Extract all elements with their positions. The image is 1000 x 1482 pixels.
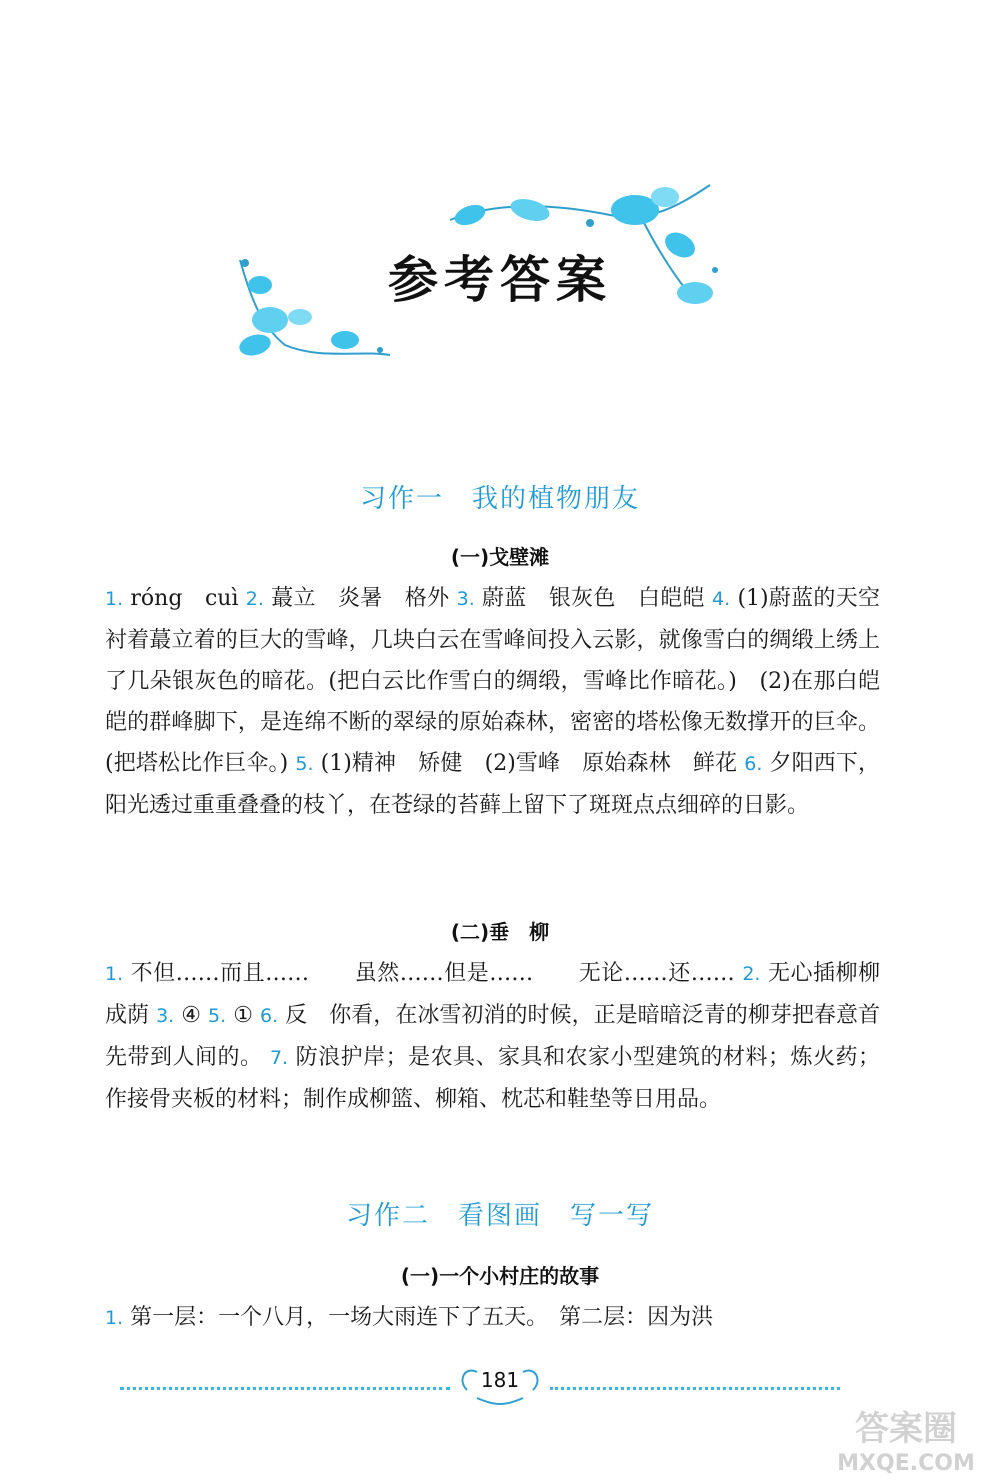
section-title: 习作一 我的植物朋友	[359, 484, 640, 514]
answer-text: 反 你看，在冰雪初消的时候，正是暗暗泛青的柳芽把春意首先带到人间的。	[105, 1003, 880, 1070]
answer-text: 蕞立 炎暑 格外	[263, 586, 457, 611]
answer-paragraph	[105, 1297, 880, 1339]
subsection-title: (一)一个小村庄的故事	[400, 1264, 600, 1288]
svg-text:MXQE.COM: MXQE.COM	[837, 1451, 975, 1476]
answer-paragraph	[105, 953, 880, 1120]
footer-divider	[550, 1387, 840, 1390]
question-number: 2.	[245, 588, 264, 610]
answer-text: (1)蔚蓝的天空衬着蕞立着的巨大的雪峰，几块白云在雪峰间投入云影，就像雪白的绸缎上绣上了几朵银灰色的暗花。(把白云比作雪白的绸缎，雪峰比作暗花。) (2)在那白皑皑的群峰脚下，是连绵不断的翠绿的原始森林，密密的塔松像无数撑开的巨伞。(把塔松比作巨伞。)	[105, 586, 880, 776]
question-number: 3.	[456, 588, 475, 610]
page-title: 参考答案	[388, 251, 612, 309]
question-number: 1.	[105, 1307, 124, 1329]
footer-divider	[120, 1387, 450, 1390]
question-number: 1.	[105, 588, 124, 610]
page-number: 181	[480, 1368, 520, 1392]
subsection-title: (一)戈壁滩	[450, 545, 550, 569]
page-number-ornament	[455, 1356, 545, 1408]
question-number: 5.	[295, 753, 314, 775]
answer-text: 第一层：一个八月，一场大雨连下了五天。 第二层：因为洪	[123, 1305, 714, 1330]
question-number: 7.	[269, 1047, 289, 1069]
watermark-logo	[826, 1398, 986, 1478]
answer-text: ④	[174, 1003, 209, 1028]
question-number: 2.	[742, 963, 761, 985]
question-number: 5.	[208, 1005, 227, 1027]
answer-text: ①	[226, 1003, 260, 1028]
question-number: 6.	[260, 1005, 279, 1027]
question-number: 6.	[744, 753, 763, 775]
answer-paragraph	[105, 578, 880, 826]
section-title: 习作二 看图画 写一写	[345, 1201, 654, 1231]
answer-text: 夕阳西下，阳光透过重重叠叠的枝丫，在苍绿的苔藓上留下了斑斑点点细碎的日影。	[105, 751, 880, 818]
svg-text:答案圈: 答案圈	[855, 1409, 957, 1449]
answer-text: 不但……而且…… 虽然……但是…… 无论……还……	[123, 961, 743, 986]
question-number: 1.	[105, 963, 124, 985]
answer-text: 无心插柳柳成荫	[105, 961, 880, 1028]
answer-text: 防浪护岸；是农具、家具和农家小型建筑的材料；炼火药；作接骨夹板的材料；制作成柳篮、柳箱、枕芯和鞋垫等日用品。	[105, 1045, 880, 1112]
question-number: 3.	[156, 1005, 175, 1027]
answer-text: (1)精神 矫健 (2)雪峰 原始森林 鲜花	[313, 751, 745, 776]
subsection-title: (二)垂 柳	[450, 920, 550, 944]
answer-text: 蔚蓝 银灰色 白皑皑	[474, 586, 713, 611]
answer-text: róng cuì	[123, 586, 246, 611]
question-number: 4.	[712, 588, 731, 610]
